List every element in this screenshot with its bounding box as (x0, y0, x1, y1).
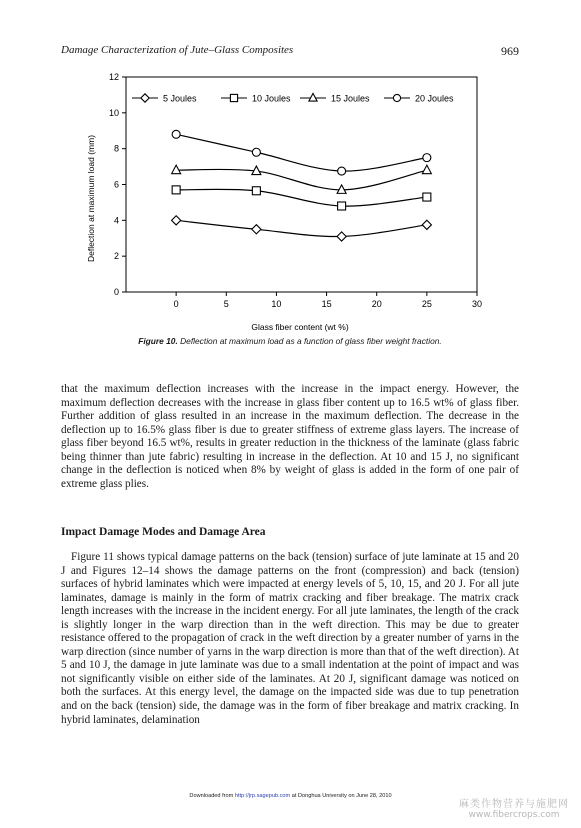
footer-link[interactable]: http://jrp.sagepub.com (234, 793, 291, 799)
series-line-10-joules (176, 189, 427, 206)
x-axis-label: Glass fiber content (wt %) (251, 322, 349, 332)
y-tick-label: 8 (113, 143, 119, 154)
body-paragraph-2: Figure 11 shows typical damage patterns on the back (tension) surface of jute laminate at 15 and 20 J and Figures 12–14 shows the damage patterns on the front (compression) and back (tension) surfaces of hybrid laminates which were impacted at energy levels of 5, 10, 15, and 20 J. For all jute laminates, damage is mainly in the form of matrix cracking and fiber breakage. The matrix crack length increases with the increase in the incident energy. For all jute laminates, the length of the crack is slightly longer in the warp direction than in the weft direction. This may be due to greater resistance offered to the propagation of crack in the weft direction by a greater number of yarns in the warp direction (since number of yarns in the warp direction is more than that of the weft direction). At 5 and 10 J, the damage in jute laminate was due to a small indentation at the point of impact and was not significantly visible on either side of the laminates. At 20 J, significant damage was noticed on both the surfaces. At this energy level, the damage on the impacted side was due to tup penetration and on the back (tension) side, the damage was in the form of fiber breakage and matrix cracking. In hybrid laminates, delamination (61, 551, 519, 726)
y-tick-label: 12 (108, 72, 119, 82)
data-point (422, 220, 431, 229)
y-tick-label: 2 (113, 251, 119, 262)
legend-label: 5 Joules (163, 93, 197, 104)
footer-suffix: at Donghua University on June 28, 2010 (290, 793, 392, 799)
legend-label: 15 Joules (331, 93, 370, 104)
data-point (423, 193, 431, 201)
y-tick-label: 0 (113, 287, 119, 297)
data-point (252, 187, 260, 195)
x-tick-label: 25 (421, 299, 432, 309)
deflection-chart (0, 60, 581, 340)
legend-marker (141, 94, 149, 102)
data-point (172, 130, 180, 138)
figure-label: Figure 10. (138, 336, 178, 346)
figure-caption-text: Deflection at maximum load as a function of glass fiber weight fraction. (180, 336, 442, 346)
y-axis-label: Deflection at maximum load (mm) (86, 134, 96, 263)
running-head (61, 44, 519, 60)
x-tick-label: 30 (471, 299, 483, 309)
data-point (338, 167, 346, 175)
legend-label: 10 Joules (252, 93, 291, 104)
legend-marker (393, 94, 400, 101)
data-point (172, 165, 181, 174)
footer-prefix: Downloaded from (189, 793, 235, 799)
data-point (338, 202, 346, 210)
legend-marker (309, 93, 317, 101)
x-tick-label: 15 (321, 299, 332, 309)
running-title: Damage Characterization of Jute–Glass Composites (61, 44, 294, 56)
x-tick-label: 20 (371, 299, 382, 309)
data-point (423, 154, 431, 162)
site-watermark (459, 795, 569, 820)
watermark-url: www.fibercrops.com (468, 810, 560, 820)
legend-label: 20 Joules (415, 93, 454, 104)
legend-marker (230, 94, 237, 101)
y-tick-label: 4 (113, 215, 119, 226)
data-point (252, 225, 261, 234)
x-tick-label: 0 (173, 299, 179, 309)
x-tick-label: 10 (271, 299, 282, 309)
series-line-15-joules (176, 169, 427, 190)
section-heading: Impact Damage Modes and Damage Area (61, 526, 266, 538)
y-tick-label: 10 (108, 107, 119, 118)
series-line-5-joules (176, 220, 427, 236)
body-paragraph-1: that the maximum deflection increases with the increase in the impact energy. However, the maximum deflection decreases with the increase in glass fiber content up to 16.5 wt% of glass fiber. Further addition of glass resulted in an increase in the maximum deflection. The decrease in the deflection up to 16.5% glass fiber is due to greater stiffness of extreme glass layers. The increase of glass fiber beyond 16.5 wt%, results in greater reduction in the thickness of the laminate (glass fabric being thinner than jute fabric) resulting in increase in the deflection. At 10 and 15 J, no significant change in the deflection is noticed when 8% by weight of glass is added in the form of one pair of extreme glass plies. (61, 383, 519, 490)
data-point (337, 232, 346, 241)
data-point (337, 185, 346, 194)
data-point (422, 165, 431, 174)
data-point (252, 148, 260, 156)
plot-frame (126, 77, 477, 292)
data-point (172, 186, 180, 194)
figure-caption (61, 336, 519, 346)
watermark-title: 麻类作物营养与施肥网 (459, 799, 569, 810)
page-number: 969 (501, 44, 519, 58)
x-tick-label: 5 (223, 299, 229, 309)
y-tick-label: 6 (113, 179, 119, 190)
data-point (172, 216, 181, 225)
series-line-20-joules (176, 134, 427, 171)
